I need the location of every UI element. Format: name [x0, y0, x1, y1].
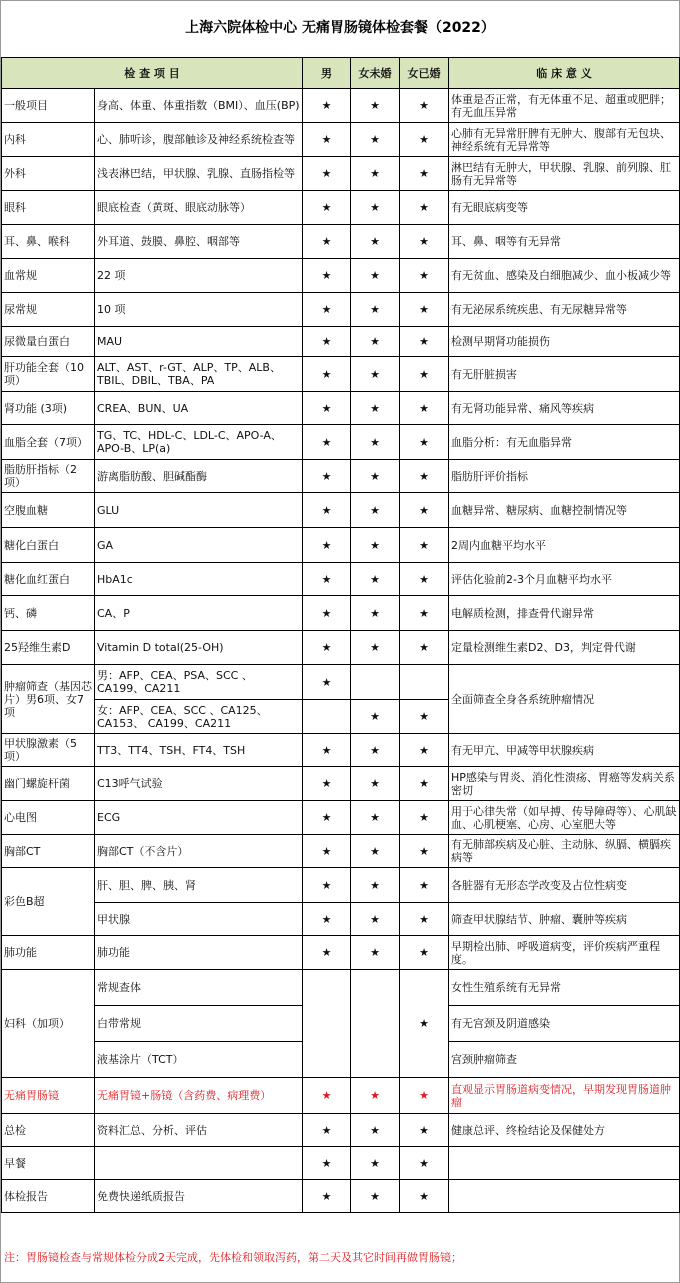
female-unmarried-mark: ★ — [351, 734, 400, 767]
category-cell: 25羟维生素D — [2, 631, 95, 665]
male-mark: ★ — [303, 89, 351, 123]
meaning-cell: 有无肺部疾病及心脏、主动脉、纵膈、横膈疾病等 — [449, 835, 680, 868]
table-row — [2, 665, 680, 700]
male-mark: ★ — [303, 868, 351, 903]
female-married-mark: ★ — [400, 357, 449, 392]
category-cell: 钙、磷 — [2, 596, 95, 631]
meaning-cell: 有无宫颈及阴道感染 — [449, 1006, 680, 1042]
category-cell: 肝功能全套（10项） — [2, 357, 95, 392]
female-married-mark: ★ — [400, 259, 449, 293]
item-cell: CA、P — [95, 596, 303, 631]
female-unmarried-mark: ★ — [351, 596, 400, 631]
table-row — [2, 528, 680, 563]
meaning-cell: 脂肪肝评价指标 — [449, 460, 680, 493]
table-row — [2, 259, 680, 293]
meaning-cell: 用于心律失常（如早搏、传导障碍等）、心肌缺血、心肌梗塞、心房、心室肥大等 — [449, 801, 680, 835]
meaning-cell: 体重是否正常，有无体重不足、超重或肥胖；有无血压异常 — [449, 89, 680, 123]
female-unmarried-mark: ★ — [351, 392, 400, 425]
category-cell: 尿常规 — [2, 293, 95, 327]
female-unmarried-mark: ★ — [351, 868, 400, 903]
female-unmarried-mark: ★ — [351, 767, 400, 801]
item-cell: 10 项 — [95, 293, 303, 327]
page-title: 上海六院体检中心 无痛胃肠镜体检套餐（2022） — [185, 20, 495, 36]
table-row — [2, 868, 680, 903]
female-married-mark — [400, 665, 449, 700]
item-cell: TT3、TT4、TSH、FT4、TSH — [95, 734, 303, 767]
item-cell: Vitamin D total(25-OH) — [95, 631, 303, 665]
female-married-mark: ★ — [400, 1180, 449, 1213]
item-cell: HbA1c — [95, 563, 303, 596]
female-unmarried-mark — [351, 970, 400, 1078]
table-row — [2, 1078, 680, 1114]
meaning-cell: 有无肝脏损害 — [449, 357, 680, 392]
female-unmarried-mark: ★ — [351, 157, 400, 191]
table-row — [2, 425, 680, 460]
female-married-mark: ★ — [400, 767, 449, 801]
item-cell: C13呼气试验 — [95, 767, 303, 801]
female-married-mark: ★ — [400, 563, 449, 596]
table-header-row — [2, 58, 680, 89]
category-cell: 妇科（加项） — [2, 970, 95, 1078]
meaning-cell: 淋巴结有无肿大，甲状腺、乳腺、前列腺、肛肠有无异常等 — [449, 157, 680, 191]
meaning-cell: 筛查甲状腺结节、肿瘤、囊肿等疾病 — [449, 903, 680, 936]
meaning-cell: 评估化验前2-3个月血糖平均水平 — [449, 563, 680, 596]
meaning-cell — [449, 1147, 680, 1180]
male-mark: ★ — [303, 425, 351, 460]
female-married-mark: ★ — [400, 123, 449, 157]
female-unmarried-mark: ★ — [351, 563, 400, 596]
category-cell: 耳、鼻、喉科 — [2, 225, 95, 259]
female-unmarried-mark: ★ — [351, 936, 400, 970]
female-unmarried-mark: ★ — [351, 123, 400, 157]
meaning-cell: 全面筛查全身各系统肿瘤情况 — [449, 665, 680, 734]
table-row — [2, 1147, 680, 1180]
female-unmarried-mark: ★ — [351, 425, 400, 460]
female-married-mark: ★ — [400, 936, 449, 970]
table-row — [2, 734, 680, 767]
male-mark: ★ — [303, 528, 351, 563]
male-mark: ★ — [303, 1114, 351, 1147]
category-cell: 外科 — [2, 157, 95, 191]
table-row — [2, 1114, 680, 1147]
meaning-cell: 心肺有无异常肝脾有无肿大、腹部有无包块、神经系统有无异常等 — [449, 123, 680, 157]
male-mark: ★ — [303, 1078, 351, 1114]
header-male: 男 — [303, 58, 351, 89]
category-cell: 糖化血红蛋白 — [2, 563, 95, 596]
female-unmarried-mark: ★ — [351, 327, 400, 357]
meaning-cell: HP感染与胃炎、消化性溃疡、胃癌等发病关系密切 — [449, 767, 680, 801]
male-mark: ★ — [303, 259, 351, 293]
item-cell: 常规查体 — [95, 970, 303, 1006]
male-mark: ★ — [303, 631, 351, 665]
table-row — [2, 1180, 680, 1213]
item-cell: 女：AFP、CEA、SCC 、CA125、CA153、 CA199、CA211 — [95, 700, 303, 734]
female-married-mark: ★ — [400, 801, 449, 835]
female-married-mark: ★ — [400, 1078, 449, 1114]
male-mark: ★ — [303, 734, 351, 767]
category-cell: 早餐 — [2, 1147, 95, 1180]
item-cell: 资料汇总、分析、评估 — [95, 1114, 303, 1147]
female-unmarried-mark: ★ — [351, 631, 400, 665]
female-unmarried-mark: ★ — [351, 700, 400, 734]
female-unmarried-mark: ★ — [351, 835, 400, 868]
male-mark: ★ — [303, 191, 351, 225]
item-cell: GLU — [95, 493, 303, 528]
item-cell: 男：AFP、CEA、PSA、SCC 、CA199、CA211 — [95, 665, 303, 700]
category-cell: 脂肪肝指标（2项） — [2, 460, 95, 493]
table-row — [2, 563, 680, 596]
male-mark: ★ — [303, 936, 351, 970]
meaning-cell: 有无贫血、感染及白细胞减少、血小板减少等 — [449, 259, 680, 293]
male-mark: ★ — [303, 563, 351, 596]
category-cell: 体检报告 — [2, 1180, 95, 1213]
item-cell: 液基涂片（TCT） — [95, 1042, 303, 1078]
meaning-cell: 各脏器有无形态学改变及占位性病变 — [449, 868, 680, 903]
table-row — [2, 293, 680, 327]
male-mark: ★ — [303, 293, 351, 327]
male-mark: ★ — [303, 327, 351, 357]
male-mark — [303, 970, 351, 1078]
header-female-unmarried: 女未婚 — [351, 58, 400, 89]
male-mark: ★ — [303, 767, 351, 801]
male-mark: ★ — [303, 357, 351, 392]
item-cell: 胸部CT（不含片） — [95, 835, 303, 868]
item-cell: 甲状腺 — [95, 903, 303, 936]
female-married-mark: ★ — [400, 734, 449, 767]
male-mark: ★ — [303, 392, 351, 425]
male-mark: ★ — [303, 835, 351, 868]
category-cell: 血脂全套（7项） — [2, 425, 95, 460]
category-cell: 肺功能 — [2, 936, 95, 970]
male-mark: ★ — [303, 460, 351, 493]
category-cell: 内科 — [2, 123, 95, 157]
female-unmarried-mark: ★ — [351, 903, 400, 936]
category-cell: 彩色B超 — [2, 868, 95, 936]
item-cell: 22 项 — [95, 259, 303, 293]
male-mark: ★ — [303, 1180, 351, 1213]
category-cell: 一般项目 — [2, 89, 95, 123]
female-unmarried-mark — [351, 665, 400, 700]
header-female-married: 女已婚 — [400, 58, 449, 89]
item-cell: 外耳道、鼓膜、鼻腔、咽部等 — [95, 225, 303, 259]
meaning-cell: 定量检测维生素D2、D3，判定骨代谢 — [449, 631, 680, 665]
male-mark: ★ — [303, 1147, 351, 1180]
table-row — [2, 225, 680, 259]
category-cell: 肿瘤筛查（基因芯片）男6项、女7项 — [2, 665, 95, 734]
table-row — [2, 493, 680, 528]
table-row — [2, 801, 680, 835]
female-married-mark: ★ — [400, 425, 449, 460]
meaning-cell: 直观显示胃肠道病变情况，早期发现胃肠道肿瘤 — [449, 1078, 680, 1114]
female-married-mark: ★ — [400, 700, 449, 734]
table-row — [2, 392, 680, 425]
meaning-cell — [449, 1180, 680, 1213]
female-married-mark: ★ — [400, 293, 449, 327]
category-cell: 血常规 — [2, 259, 95, 293]
table-row — [2, 460, 680, 493]
meaning-cell: 有无肾功能异常、痛风等疾病 — [449, 392, 680, 425]
female-married-mark: ★ — [400, 392, 449, 425]
item-cell: 身高、体重、体重指数（BMI）、血压(BP) — [95, 89, 303, 123]
meaning-cell: 血脂分析：有无血脂异常 — [449, 425, 680, 460]
meaning-cell: 血糖异常、糖尿病、血糖控制情况等 — [449, 493, 680, 528]
item-cell: 肝、胆、脾、胰、肾 — [95, 868, 303, 903]
female-married-mark: ★ — [400, 89, 449, 123]
female-married-mark: ★ — [400, 631, 449, 665]
female-unmarried-mark: ★ — [351, 528, 400, 563]
male-mark: ★ — [303, 665, 351, 700]
male-mark: ★ — [303, 123, 351, 157]
female-married-mark: ★ — [400, 596, 449, 631]
item-cell: 无痛胃镜+肠镜（含药费、病理费） — [95, 1078, 303, 1114]
female-unmarried-mark: ★ — [351, 801, 400, 835]
category-cell: 肾功能 (3项) — [2, 392, 95, 425]
table-row — [2, 970, 680, 1006]
female-married-mark: ★ — [400, 1147, 449, 1180]
female-married-mark: ★ — [400, 225, 449, 259]
item-cell: 免费快递纸质报告 — [95, 1180, 303, 1213]
item-cell: CREA、BUN、UA — [95, 392, 303, 425]
meaning-cell: 有无眼底病变等 — [449, 191, 680, 225]
table-row — [2, 89, 680, 123]
category-cell: 心电图 — [2, 801, 95, 835]
category-cell: 总检 — [2, 1114, 95, 1147]
table-row — [2, 835, 680, 868]
category-cell: 糖化白蛋白 — [2, 528, 95, 563]
table-row — [2, 596, 680, 631]
item-cell: 浅表淋巴结，甲状腺、乳腺、直肠指检等 — [95, 157, 303, 191]
female-married-mark: ★ — [400, 460, 449, 493]
table-row — [2, 631, 680, 665]
meaning-cell: 电解质检测，排查骨代谢异常 — [449, 596, 680, 631]
female-unmarried-mark: ★ — [351, 1114, 400, 1147]
meaning-cell: 2周内血糖平均水平 — [449, 528, 680, 563]
table-row — [2, 357, 680, 392]
item-cell: GA — [95, 528, 303, 563]
item-cell: ALT、AST、r-GT、ALP、TP、ALB、TBIL、DBIL、TBA、PA — [95, 357, 303, 392]
female-unmarried-mark: ★ — [351, 460, 400, 493]
female-unmarried-mark: ★ — [351, 293, 400, 327]
female-unmarried-mark: ★ — [351, 1180, 400, 1213]
table-row — [2, 157, 680, 191]
category-cell: 幽门螺旋杆菌 — [2, 767, 95, 801]
item-cell: 心、肺听诊，腹部触诊及神经系统检查等 — [95, 123, 303, 157]
category-cell: 甲状腺激素（5项） — [2, 734, 95, 767]
item-cell: 游离脂肪酸、胆碱酯酶 — [95, 460, 303, 493]
male-mark: ★ — [303, 596, 351, 631]
female-married-mark: ★ — [400, 1114, 449, 1147]
meaning-cell: 耳、鼻、咽等有无异常 — [449, 225, 680, 259]
female-unmarried-mark: ★ — [351, 357, 400, 392]
female-married-mark: ★ — [400, 327, 449, 357]
meaning-cell: 有无泌尿系统疾患、有无尿糖异常等 — [449, 293, 680, 327]
item-cell: MAU — [95, 327, 303, 357]
female-married-mark: ★ — [400, 970, 449, 1078]
female-unmarried-mark: ★ — [351, 259, 400, 293]
male-mark: ★ — [303, 157, 351, 191]
category-cell: 尿微量白蛋白 — [2, 327, 95, 357]
category-cell: 胸部CT — [2, 835, 95, 868]
table-row — [2, 903, 680, 936]
meaning-cell: 健康总评、终检结论及保健处方 — [449, 1114, 680, 1147]
table-row — [2, 767, 680, 801]
meaning-cell: 有无甲亢、甲减等甲状腺疾病 — [449, 734, 680, 767]
item-cell — [95, 1147, 303, 1180]
female-unmarried-mark: ★ — [351, 493, 400, 528]
female-unmarried-mark: ★ — [351, 1078, 400, 1114]
item-cell: 肺功能 — [95, 936, 303, 970]
female-married-mark: ★ — [400, 903, 449, 936]
female-married-mark: ★ — [400, 868, 449, 903]
male-mark: ★ — [303, 801, 351, 835]
female-unmarried-mark: ★ — [351, 225, 400, 259]
header-item: 检 查 项 目 — [2, 58, 303, 89]
female-married-mark: ★ — [400, 157, 449, 191]
item-cell: TG、TC、HDL-C、LDL-C、APO-A、APO-B、LP(a) — [95, 425, 303, 460]
male-mark: ★ — [303, 903, 351, 936]
male-mark: ★ — [303, 225, 351, 259]
female-unmarried-mark: ★ — [351, 1147, 400, 1180]
female-married-mark: ★ — [400, 493, 449, 528]
male-mark: ★ — [303, 493, 351, 528]
item-cell: 眼底检查（黄斑、眼底动脉等） — [95, 191, 303, 225]
meaning-cell: 女性生殖系统有无异常 — [449, 970, 680, 1006]
table-row — [2, 327, 680, 357]
female-unmarried-mark: ★ — [351, 191, 400, 225]
female-married-mark: ★ — [400, 528, 449, 563]
meaning-cell: 检测早期肾功能损伤 — [449, 327, 680, 357]
category-cell: 无痛胃肠镜 — [2, 1078, 95, 1114]
category-cell: 空腹血糖 — [2, 493, 95, 528]
footnote: 注：胃肠镜检查与常规体检分成2天完成，先体检和领取泻药，第二天及其它时间再做胃肠镜； — [4, 1251, 462, 1264]
female-unmarried-mark: ★ — [351, 89, 400, 123]
package-table — [1, 57, 680, 1213]
male-mark — [303, 700, 351, 734]
table-row — [2, 936, 680, 970]
item-cell: ECG — [95, 801, 303, 835]
female-married-mark: ★ — [400, 835, 449, 868]
table-row — [2, 191, 680, 225]
header-clinical-meaning: 临 床 意 义 — [449, 58, 680, 89]
category-cell: 眼科 — [2, 191, 95, 225]
table-row — [2, 123, 680, 157]
female-married-mark: ★ — [400, 191, 449, 225]
item-cell: 白带常规 — [95, 1006, 303, 1042]
table-body — [2, 89, 680, 1213]
meaning-cell: 宫颈肿瘤筛查 — [449, 1042, 680, 1078]
meaning-cell: 早期检出肺、呼吸道病变，评价疾病严重程度。 — [449, 936, 680, 970]
